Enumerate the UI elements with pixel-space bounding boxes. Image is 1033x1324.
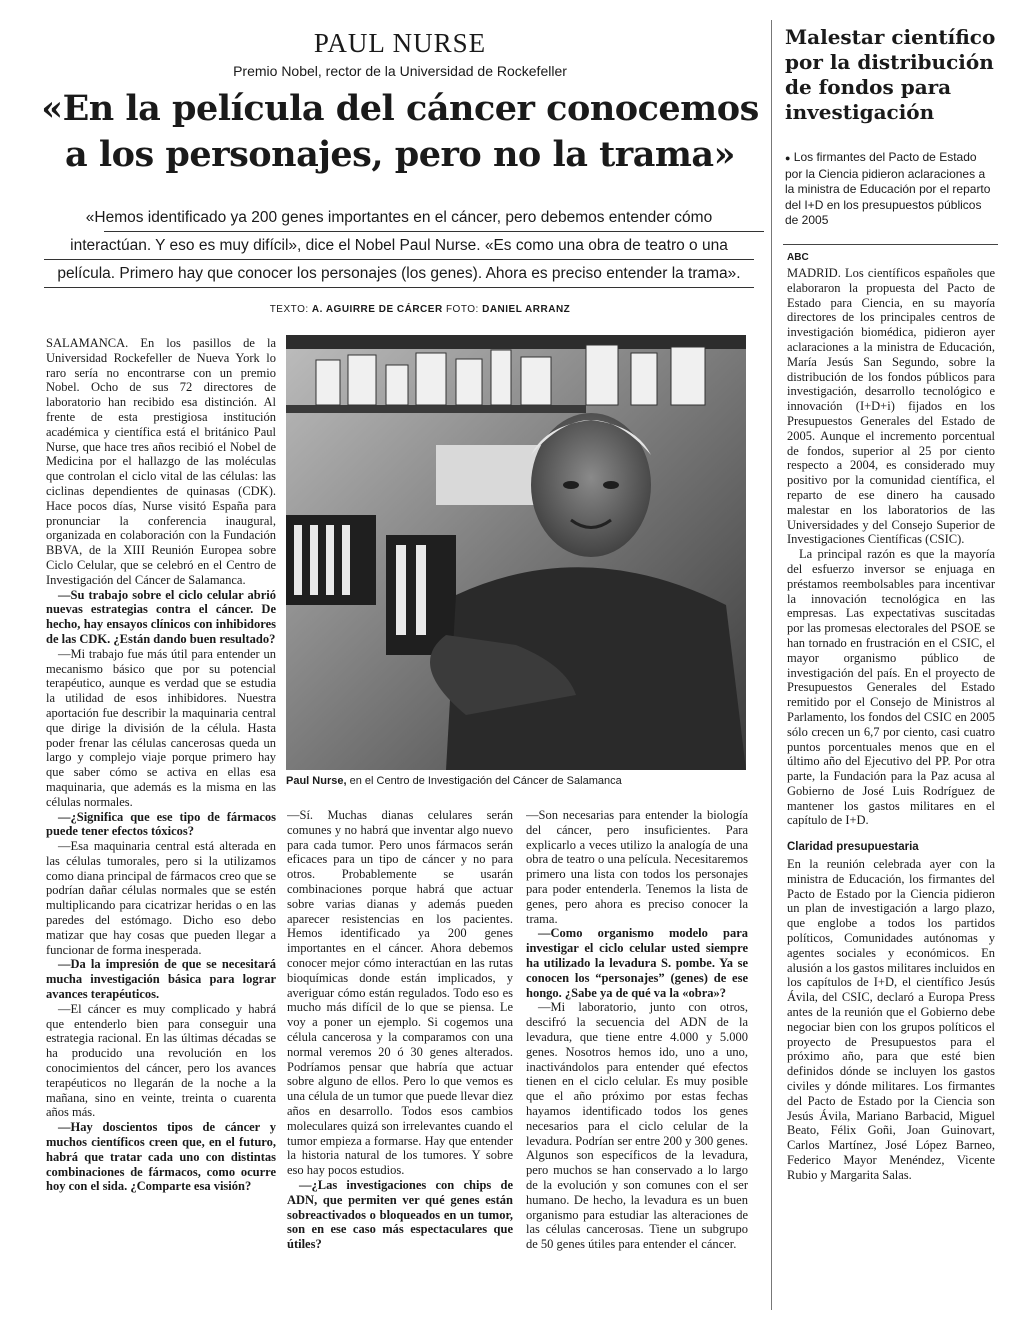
- article-paragraph: —Son necesarias para entender la biología del cáncer, pero insuficientes. Para explicarlo a veces utilizo la analogía de una obra de teatro o una película. Necesitaremos primero una lista con todos los personajes para poder entenderla. Tenemos la lista de genes, pero ahora es preciso conocer la trama.: [526, 808, 748, 926]
- article-paragraph: —Mi trabajo fue más útil para entender un mecanismo básico que por su potencial terapéutico, aunque es verdad que se estudia la utilidad de esos inhibidores. Nuestra aportación fue describir la maquinaria central que dirige la división de la célula. Hasta poder frenar las células cancerosas queda un largo y complejo viaje porque primero hay que saber cómo se activa en ellas esa maquinaria, que además es la misma en las células normales.: [46, 646, 276, 809]
- sidebar-body: [787, 266, 995, 1306]
- article-kicker: PAUL NURSE: [313, 28, 487, 58]
- headline-line-2: a los personajes, pero no la trama»: [65, 134, 735, 175]
- article-paragraph: SALAMANCA. En los pasillos de la Universidad Rockefeller de Nueva York lo raro sería no encontrarse con un premio Nobel. Ocho de sus 72 directores de laboratorio han recibido esa distinción. Al frente de esta prestigiosa institución académica y científica está el británico Paul Nurse, que hace tres años recibió el Nobel de Medicina por el hallazgo de las moléculas que controlan el ciclo vital de las células: las ciclinas dependientes de quinasas (CDK). Hace pocos días, Nurse visitó España para pronunciar la conferencia inaugural, organizada en colaboración con la Fundación BBVA, de la XIII Reunión Europea sobre Ciclo Celular, que se celebró en el Centro de Investigación del Cáncer de Salamanca.: [46, 336, 276, 587]
- sidebar-paragraph: En la reunión celebrada ayer con la ministra de Educación, los firmantes del Pacto de Estado por la Ciencia pidieron un plan de investigación a largo plazo, que englobe a todos los partidos políticos, Comunidades autónomas y agentes sociales y económicos. En alusión a los gastos militares incluidos en los capítulos de I+D, el científico Jesús Ávila, del CSIC, declaró a Europa Press antes de la reunión que el Gobierno debe negociar bien con los grupos políticos el proyecto de Presupuestos para el próximo año, para que esté bien definidos dónde se incluyen los gastos civiles y dónde militares. Los firmantes del Pacto de Estado por la Ciencia son Jesús Ávila, Mariano Barbacid, Miguel Beato, Félix Goñi, Joan Guinovart, Carlos Martínez, José López Barneo, Federico Mayor Menéndez, Vicente Rubio y Margarita Salas.: [787, 857, 995, 1182]
- article-subtitle: Premio Nobel, rector de la Universidad de Rockefeller: [233, 63, 567, 79]
- sidebar-subhead: Claridad presupuestaria: [787, 841, 919, 854]
- interview-question: —Su trabajo sobre el ciclo celular abrió nuevas estrategias contra el cáncer. De hecho, hay ensayos clínicos con inhibidores de las CDK. ¿Están dando buen resultado?: [46, 587, 276, 646]
- interview-question: —Como organismo modelo para investigar el ciclo celular usted siempre ha utilizado la levadura S. pombe. Ya se conocen los “personajes” (genes) de ese hongo. ¿Sabe ya de qué va la «obra»?: [526, 926, 748, 1000]
- sidebar-headline: Malestar científico por la distribución de fondos para investigación: [785, 25, 996, 124]
- sidebar-summary: [785, 150, 995, 229]
- interview-question: —Hay doscientos tipos de cáncer y muchos científicos creen que, en el futuro, habrá que tratar cada uno con distintas combinaciones de fármacos, como ocurre hoy con el sida. ¿Comparte esa visión?: [46, 1120, 276, 1194]
- article-lede: [44, 204, 754, 288]
- portrait-photo-image: [286, 335, 746, 770]
- sidebar-paragraph: La principal razón es que la mayoría del esfuerzo inversor se enjuaga en préstamos reembolsables para incentivar la innovación tecnológica en las empresas. Las expectativas suscitadas por las promesas electorales del PSOE se han tornado en frustración en el CSIC, el mayor organismo público de investigación del país. En el proyecto de Presupuestos Generales del Estado remitido por el Consejo de Ministros al Parlamento, los fondos del CSIC en 2005 sólo crecen un 6,7 por ciento, casi cuatro puntos porcentuales menos que en el último año del Ejecutivo del PP. Por otra parte, la Fundación para la Paz acusa al Gobierno de José Luis Rodríguez de mantener los gastos militares en el capítulo de I+D.: [787, 547, 995, 828]
- credits-text-label: TEXTO:: [269, 304, 309, 315]
- article-headline: [40, 86, 760, 178]
- credits-photo-label: FOTO:: [445, 304, 479, 315]
- article-paragraph: —Esa maquinaria central está alterada en las células tumorales, pero si la utilizamos como diana principal de fármacos creo que se podrían dañar células normales que se estén multiplicando para cicatrizar heridas o en las paredes del estómago. Dicho eso debo matizar que hay cosas que pueden llegar a funcionar de forma inesperada.: [46, 839, 276, 957]
- lede-line-1: «Hemos identificado ya 200 genes importantes en el cáncer, pero debemos entender cómo: [85, 209, 713, 226]
- sidebar-agency: ABC: [787, 252, 809, 263]
- article-column-3: [526, 808, 748, 1308]
- headline-line-1: «En la película del cáncer conocemos: [41, 88, 759, 129]
- caption-name: Paul Nurse,: [286, 775, 347, 787]
- portrait-photo: [286, 335, 746, 770]
- article-paragraph: —El cáncer es muy complicado y habrá que entenderlo bien para conseguir una estrategia racional. En las últimas décadas se ha producido una revolución en los conocimientos del cáncer, pero los avances terapéuticos no llegarán de la noche a la mañana, sino en veinte, treinta o cuarenta años más.: [46, 1001, 276, 1120]
- article-column-2: [287, 808, 513, 1308]
- article-paragraph: —Sí. Muchas dianas celulares serán comunes y no habrá que inventar algo nuevo para cada tumor. Pero unos fármacos serán eficaces para un tipo de cáncer y no para otros. Probablemente se usarán combinaciones porque habrá que actuar sobre varias dianas y además pueden aparecer resistencias en los pacientes. Hemos identificado ya 200 genes importantes en el cáncer. Ahora debemos conocer mejor cómo interactúan en las rutas bioquímicas donde están implicados, y averiguar cómo están regulados. Todo eso es mucho más difícil de lo que se piensa. Le voy a poner un ejemplo. Si cogemos una célula cancerosa y la comparamos con una normal veremos 20 ó 30 genes alterados. Podríamos pensar que habría que actuar sobre alguno de ellos. Pero lo que vemos es una célula de un tumor que puede llevar diez años en desarrollo. Todos esos cambios moleculares quizá son irrelevantes cuando el tumor empieza a formarse. Hay que entender la historia natural de los tumores. Y sobre eso hay pocos estudios.: [287, 808, 513, 1178]
- interview-question: —¿Significa que ese tipo de fármacos puede tener efectos tóxicos?: [46, 809, 276, 839]
- sidebar-divider: [771, 20, 772, 1310]
- lede-line-3: película. Primero hay que conocer los personajes (los genes). Ahora es preciso entender la trama».: [57, 265, 741, 282]
- article-paragraph: —Mi laboratorio, junto con otros, descifró la secuencia del ADN de la levadura, que tiene entre 4.000 y 5.000 genes. Nosotros hemos ido, uno a uno, inactivándolos para entender qué efectos tienen en el ciclo celular. Es muy posible que el año próximo por estas fechas hayamos identificado todos los genes necesarios para el ciclo celular de la levadura. Podrían ser entre 200 y 300 genes. Algunos son específicos de la levadura, pero muchos se han conservado a lo largo de la evolución y son comunes con el ser humano. De hecho, la levadura es un buen organismo para estudiar las alteraciones de las células cancerosas. Tiene un subgrupo de 50 genes útiles para entender el cáncer.: [526, 1000, 748, 1252]
- caption-text: en el Centro de Investigación del Cáncer de Salamanca: [349, 775, 622, 787]
- photo-caption: [286, 775, 746, 787]
- interview-question: —¿Las investigaciones con chips de ADN, que permiten ver qué genes están sobreactivados o bloqueados en un tumor, son en ese caso más espectaculares que útiles?: [287, 1177, 513, 1252]
- sidebar-rule: [783, 244, 998, 245]
- article-credits: [220, 304, 620, 315]
- lede-rule: [44, 287, 754, 288]
- credits-author: A. AGUIRRE DE CÁRCER: [311, 304, 443, 315]
- credits-photographer: DANIEL ARRANZ: [482, 304, 571, 315]
- sidebar-summary-text: Los firmantes del Pacto de Estado por la Ciencia pidieron aclaraciones a la ministra de Educación por el reparto del I+D en los presupuestos públicos de 2005: [785, 150, 991, 227]
- article-column-1: [46, 336, 276, 1306]
- sidebar-paragraph: MADRID. Los científicos españoles que elaboraron la propuesta del Pacto de Estado para Ciencia, en su mayoría directores de los principales centros de investigación biomédica, pidieron ayer aclaraciones a la ministra de Educación, María Jesús San Segundo, sobre la distribución de los fondos públicos para investigación, desarrollo tecnológico e innovación (I+D+i) fijados en los Presupuestos Generales del Estado de 2005. Aunque el incremento porcentual de fondos, superior al 25 por ciento respecto a 2004, es considerado muy positivo por la comunidad científica, el reparto de ese dinero ha causado malestar en los laboratorios de las Universidades y del Consejo Superior de Investigaciones Científicas (CSIC).: [787, 266, 995, 547]
- interview-question: —Da la impresión de que se necesitará mucha investigación básica para lograr avances terapéuticos.: [46, 957, 276, 1002]
- bullet-icon: ●: [785, 153, 791, 163]
- lede-line-2: interactúan. Y eso es muy difícil», dice el Nobel Paul Nurse. «Es como una obra de teatro o una: [70, 237, 728, 254]
